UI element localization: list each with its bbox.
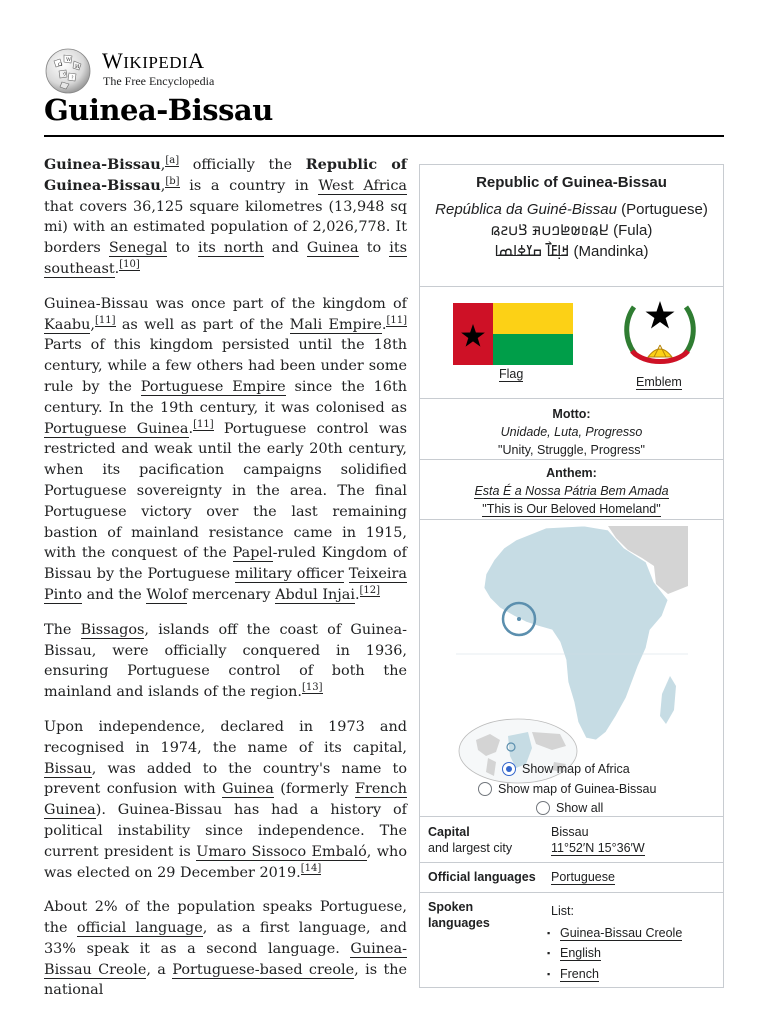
footnote-link[interactable]: [12] (359, 585, 381, 597)
text: (formerly (273, 781, 356, 798)
link-wolof[interactable]: Wolof (146, 586, 188, 603)
bold-term: Republic of Guinea-Bissau (44, 156, 407, 194)
text: to (358, 240, 390, 257)
article-paragraph-4 (44, 717, 407, 883)
link-military-officer[interactable]: military officer (235, 566, 344, 583)
native-name-text: ߞߊ߲ߓߊ߯ ߛߌߦߊߘߊ (494, 243, 570, 260)
capital-label (428, 824, 512, 856)
svg-text:ᚹ: ᚹ (71, 75, 75, 81)
text: The (44, 621, 81, 638)
text: , a (146, 961, 173, 978)
text: Guinea-Bissau was once part of the kingdom of (44, 295, 407, 312)
article-paragraph-5 (44, 897, 407, 1001)
text: Parts of this kingdom persisted until the 18th century, while a few others had been under some rule by the (44, 337, 407, 395)
emblem-image[interactable] (620, 295, 700, 371)
official-languages-row (420, 863, 723, 893)
capital-value-text: Bissau (551, 825, 589, 839)
link-french-guinea[interactable]: French Guinea (44, 781, 407, 819)
link-guinea[interactable]: Guinea (222, 781, 274, 798)
footnote-link[interactable]: [11] (193, 418, 214, 430)
link-bissau[interactable]: Bissau (44, 760, 92, 777)
radio-button[interactable] (536, 801, 550, 815)
link-guinea-bissau-creole[interactable]: Guinea-Bissau Creole (560, 926, 683, 940)
radio-show-all[interactable] (536, 801, 603, 815)
capital-coordinates-link[interactable]: 11°52′N 15°36′W (551, 841, 645, 855)
motto-label: Motto: (552, 407, 591, 421)
wordmark-final: A (188, 48, 205, 73)
article-paragraph-1: Guinea-Bissau,[a] officially the Republic of Guinea-Bissau,[b] is a country in West Africa that covers 36,125 square kilometres (13,948 sq mi) with an estimated population of 2,026,778. It borders Senegal to its north and Guinea to its southeast.[10] (44, 155, 407, 277)
text: , who was elected on 29 December 2019. (44, 843, 407, 881)
text: officially the (179, 157, 306, 173)
link-its-southeast[interactable]: its southeast (44, 240, 407, 277)
map-section (420, 520, 723, 817)
link-papel[interactable]: Papel (232, 545, 273, 562)
link-senegal[interactable]: Senegal (108, 240, 168, 257)
radio-label: Show all (556, 801, 604, 815)
svg-text:ウ: ウ (62, 72, 68, 78)
link-teixeira-pinto[interactable]: Teixeira Pinto (44, 566, 407, 603)
link-english-language[interactable]: English (560, 946, 601, 960)
official-languages-label-text: Official languages (428, 870, 536, 884)
footnote-link[interactable]: [11] (386, 314, 407, 326)
text: . (114, 260, 120, 277)
link-portuguese-based-creole[interactable]: Portuguese-based creole (172, 961, 355, 978)
link-bissagos[interactable]: Bissagos (80, 621, 145, 638)
text: as well as part of the (115, 316, 290, 333)
footnote-link[interactable]: [11] (94, 314, 116, 326)
bold-term: Guinea-Bissau (44, 156, 161, 173)
link-guinea[interactable]: Guinea (306, 240, 359, 257)
text: is a country in (179, 177, 319, 194)
text: mercenary (187, 586, 276, 603)
footnote-link[interactable]: [a] (165, 155, 180, 167)
link-abdul-injai[interactable]: Abdul Injai (275, 586, 355, 603)
article-paragraph-2 (44, 294, 407, 606)
link-kaabu[interactable]: Kaabu (44, 316, 91, 333)
text: , islands off the coast of Guinea-Bissau, were officially conquered in 1936, ensuring Portuguese control of both the mainland and islands of the region. (44, 621, 407, 701)
spoken-language-item (560, 926, 682, 940)
text: that covers 36,125 square kilometres (13,948 sq mi) with an estimated population of 2,026,778. It borders (44, 198, 407, 257)
flag-image[interactable] (453, 303, 573, 365)
link-portuguese-guinea[interactable]: Portuguese Guinea (44, 420, 189, 437)
spoken-languages-label-text: Spoken (428, 900, 474, 914)
wordmark-smallcaps: IKIPEDI (123, 53, 189, 72)
radio-show-map-guinea-bissau[interactable] (478, 782, 656, 796)
svg-text:W: W (66, 57, 72, 63)
link-its-north[interactable]: its north (197, 240, 264, 257)
svg-text:Ω: Ω (58, 62, 63, 68)
text: Portuguese control was restricted and weak until the early 20th century, when its pacification campaigns solidified Portuguese sovereignty in the area. The final Portuguese victory over the last remaining bastion of mainland resistance came in 1915, with the conquest of the (44, 420, 407, 562)
text: . (188, 420, 194, 437)
infobox-header (420, 165, 723, 287)
emblem-caption[interactable] (636, 375, 682, 389)
spoken-languages-row (420, 893, 723, 988)
link-official-language[interactable]: official language (76, 920, 203, 937)
footnote-link[interactable]: [14] (300, 862, 322, 874)
text: since the 16th century. In the 19th century, it was colonised as (44, 378, 407, 416)
spoken-language-item (560, 967, 599, 981)
motto-native: Unidade, Luta, Progresso (500, 425, 643, 439)
anthem-label: Anthem: (546, 466, 597, 480)
article-paragraph-3 (44, 620, 407, 703)
capital-row (420, 817, 723, 863)
radio-label: Show map of Guinea-Bissau (498, 782, 657, 796)
text: , was added to the country's name to prevent confusion with (44, 760, 407, 798)
svg-text:И: И (75, 64, 80, 70)
official-languages-value (551, 869, 615, 885)
page-title: Guinea-Bissau (44, 93, 273, 127)
text: . (354, 586, 360, 603)
native-name-mandinka (420, 241, 723, 262)
text: ). Guinea-Bissau has had a history of political instability since independence. The current president is (44, 802, 407, 860)
native-name-fula (420, 220, 723, 241)
text: , as a first language, and 33% speak it as a second language. (44, 920, 407, 957)
title-divider (44, 135, 724, 137)
wikipedia-wordmark[interactable] (102, 48, 205, 74)
text (344, 566, 349, 582)
link-french-language[interactable]: French (560, 967, 599, 981)
native-name-text: República da Guiné-Bissau (435, 201, 617, 218)
capital-label-subtext: and largest city (428, 841, 513, 855)
text: to (167, 240, 198, 257)
link-mali-empire[interactable]: Mali Empire (289, 316, 382, 333)
text: and (263, 240, 307, 257)
anthem-native-link[interactable]: Esta É a Nossa Pátria Bem Amada (474, 484, 669, 498)
text: -ruled Kingdom of Bissau by the Portuguese (44, 545, 407, 583)
spoken-languages-intro: List: (551, 904, 574, 918)
footnote-link[interactable]: [10] (119, 259, 140, 271)
infobox (419, 164, 724, 988)
radio-show-map-africa[interactable] (502, 762, 630, 776)
wikipedia-globe-logo[interactable] (44, 47, 92, 95)
link-umaro-sissoco-embalo[interactable]: Umaro Sissoco Embaló (196, 843, 367, 860)
flag-caption-text: Flag (499, 367, 524, 381)
motto-english: "Unity, Struggle, Progress" (498, 443, 645, 457)
anthem-english: "This is Our Beloved Homeland" (482, 502, 661, 516)
text: Upon independence, declared in 1973 and recognised in 1974, the name of its capital, (44, 718, 407, 756)
text: . (381, 316, 387, 333)
africa-locator-map[interactable] (456, 526, 688, 796)
spoken-languages-label-text: languages (428, 916, 490, 930)
emblem-caption-text: Emblem (636, 375, 682, 389)
text: About 2% of the population speaks Portuguese, the (44, 899, 407, 937)
official-languages-label (428, 869, 536, 885)
spoken-languages-label (428, 899, 490, 931)
language-tag: (Fula) (608, 222, 653, 239)
link-portuguese-empire[interactable]: Portuguese Empire (140, 378, 286, 395)
motto-section (420, 399, 723, 460)
article-body (44, 155, 407, 1015)
capital-label-text: Capital (428, 825, 470, 839)
footnote-link[interactable]: [b] (165, 176, 180, 187)
wordmark-initial: W (102, 48, 124, 73)
capital-value (551, 824, 645, 856)
native-name-portuguese (420, 199, 723, 220)
flag-caption[interactable] (499, 367, 523, 381)
text: , is the national (44, 961, 408, 999)
footnote-link[interactable]: [13] (302, 682, 323, 694)
link-west-africa[interactable]: West Africa (318, 177, 407, 194)
language-tag: (Mandinka) (569, 243, 649, 260)
text: , (90, 316, 95, 333)
anthem-section (420, 460, 723, 520)
flag-emblem-section (420, 287, 723, 399)
radio-label: Show map of Africa (522, 762, 630, 776)
text: and the (82, 586, 147, 603)
wikipedia-tagline: The Free Encyclopedia (103, 74, 215, 88)
infobox-title: Republic of Guinea-Bissau (476, 174, 667, 191)
radio-button-selected[interactable] (502, 762, 516, 776)
link-guinea-bissau-creole[interactable]: Guinea-Bissau Creole (44, 940, 407, 978)
language-tag: (Portuguese) (616, 201, 708, 218)
link-portuguese-language[interactable]: Portuguese (551, 870, 615, 884)
native-name-text: 𞤈𞤫𞤨𞤵𞤦𞤤𞤭𞤳 𞤘𞤭𞤲𞤫 (490, 222, 609, 239)
radio-button[interactable] (478, 782, 492, 796)
spoken-language-item (560, 946, 601, 960)
